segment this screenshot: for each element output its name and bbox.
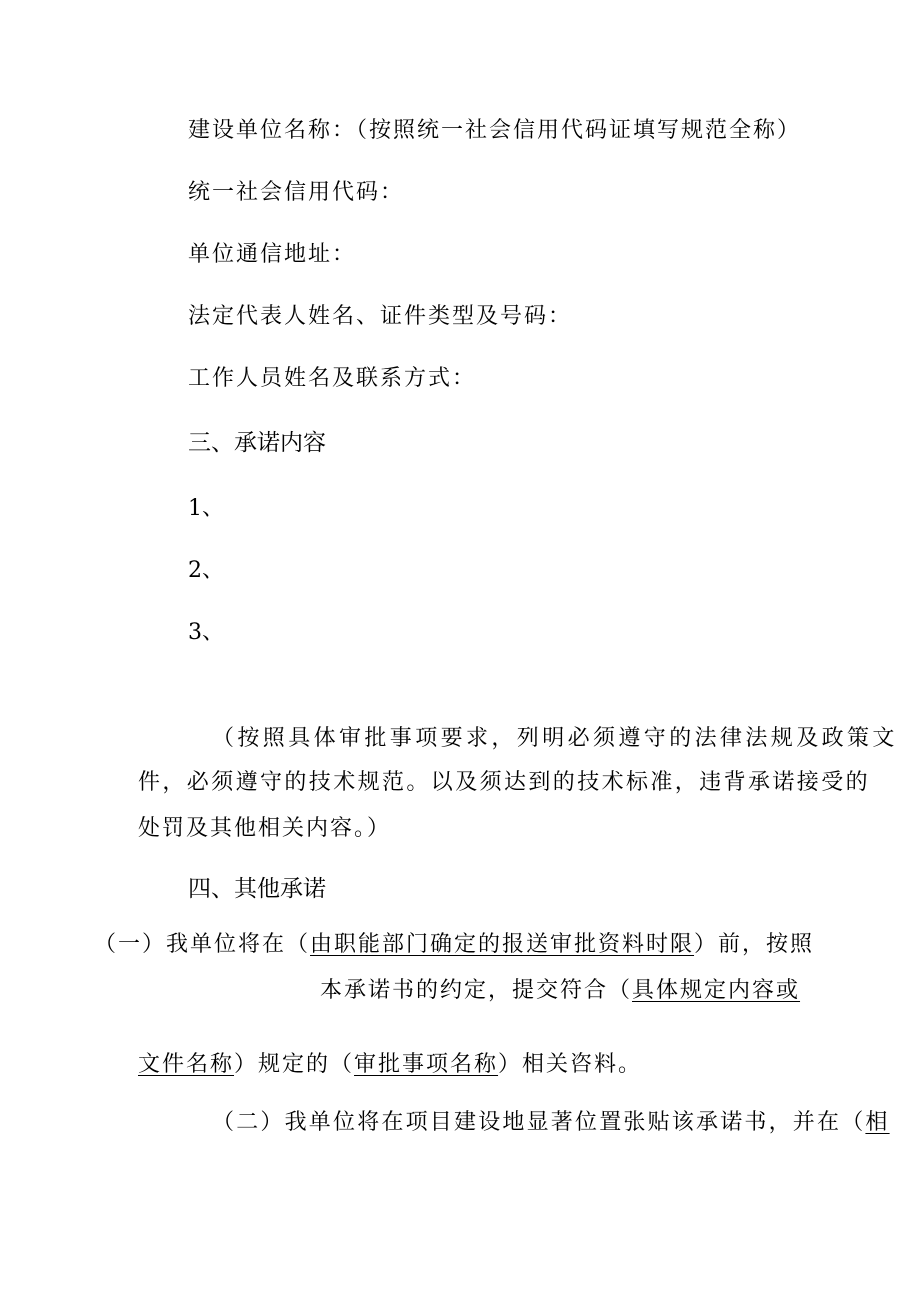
note-line-1: （按照具体审批事项要求，列明必须遵守的法律法规及政策文 (212, 726, 898, 751)
p2-underlined: 相 (865, 1110, 890, 1135)
p1-underlined-item-name: 审批事项名称 (354, 1052, 499, 1077)
commitment-item-3: 3、 (188, 620, 224, 645)
p1-text-d: ）规定的（ (234, 1052, 355, 1077)
commitment-item-2: 2、 (188, 558, 224, 583)
paragraph-1-line-2 (320, 976, 800, 1006)
p1-underlined-content: 具体规定内容或 (632, 978, 801, 1003)
field-contact: 工作人员姓名及联系方式： (188, 366, 477, 391)
paragraph-1-line-1 (94, 930, 814, 960)
p1-text-e: ）相关咨料。 (498, 1052, 643, 1077)
p1-text-c: 本承诺书的约定，提交符合（ (320, 978, 633, 1003)
note-line-3: 处罚及其他相关内容。） (138, 816, 392, 841)
p1-underlined-filename: 文件名称 (138, 1052, 235, 1077)
field-address: 单位通信地址： (188, 242, 357, 267)
section-3-heading: 三、承诺内容 (188, 430, 326, 456)
paragraph-2-line-1 (212, 1108, 890, 1138)
p1-text-a: （一）我单位将在（ (94, 932, 311, 957)
field-unit-name: 建设单位名称：（按照统一社会信用代码证填写规范全称） (188, 118, 802, 143)
section-4-heading: 四、其他承诺 (188, 876, 326, 902)
field-credit-code: 统一社会信用代码： (188, 180, 405, 205)
p2-text: （二）我单位将在项目建设地显著位置张贴该承诺书，并在（ (212, 1110, 866, 1135)
field-legal-rep: 法定代表人姓名、证件类型及号码： (188, 304, 573, 329)
paragraph-1-line-3 (138, 1050, 642, 1080)
note-line-2: 件，必须遵守的技术规范。以及须达到的技术标准，违背承诺接受的 (138, 770, 871, 795)
p1-underlined-deadline: 由职能部门确定的报送审批资料时限 (310, 932, 695, 957)
p1-text-b: ）前，按照 (694, 932, 815, 957)
commitment-item-1: 1、 (188, 496, 224, 521)
